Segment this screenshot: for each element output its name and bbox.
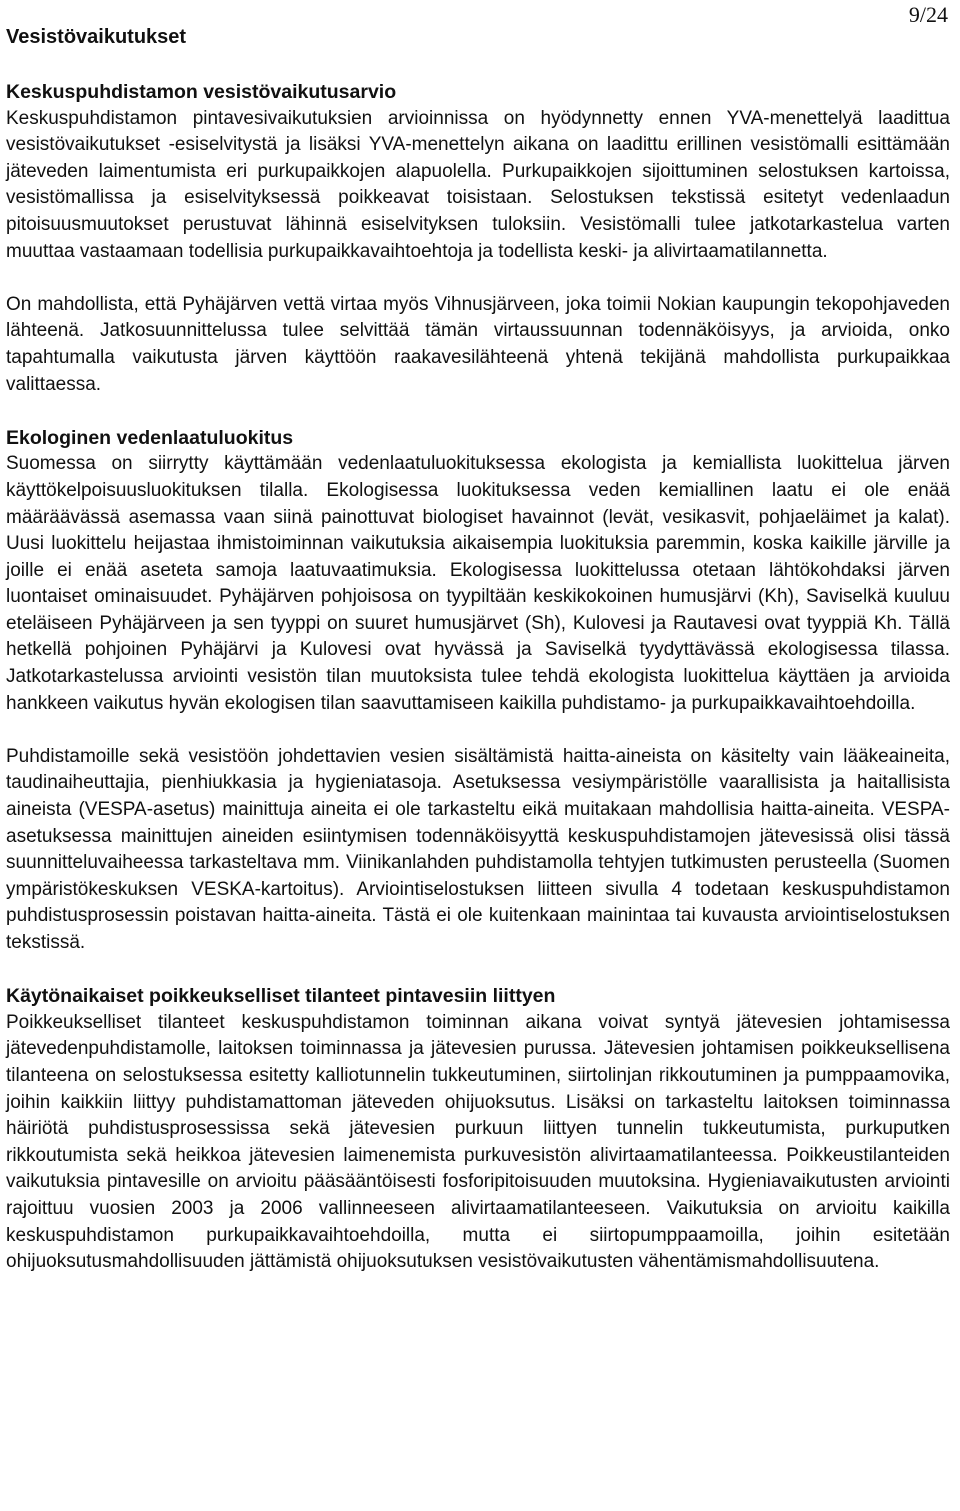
heading-poikkeukselliset-tilanteet: Käytönaikaiset poikkeukselliset tilanteet pintavesiin liittyen bbox=[6, 985, 556, 1008]
paragraph: Poikkeukselliset tilanteet keskuspuhdistamon toiminnan aikana voivat syntyä jätevesien johtamisessa jätevedenpuhdistamolle, laitoksen toiminnassa ja jätevesien purussa. Jätevesien johtamisen poikkeuksellisena tilanteena on selostuksessa esitetty kalliotunnelin tukkeutuminen, siirtolinjan rikkoutuminen ja pumppaamovika, joihin kaikkiin liittyy puhdistamattoman jäteveden ohijuoksutus. Lisäksi on tarkasteltu laitoksen toiminnassa häiriötä puhdistusprosessissa sekä jätevesien purkuun liittyen tunnelin tukkeutumista, purkuputken rikkoutumista sekä heikkoa jätevesien laimenemista purkuvesistön alivirtaamatilanteessa. Poikkeustilanteiden vaikutuksia pintavesille on arvioitu pääsääntöisesti fosforipitoisuuden muutoksina. Hygieniavaikutusten arviointi rajoittuu vuosien 2003 ja 2006 vallinneeseen alivirtaamatilanteeseen. Vaikutuksia on arvioitu kaikilla keskuspuhdistamon purkupaikkavaihtoehdoilla, mutta ei siirtopumppaamoilla, joihin esitetään ohijuoksutusmahdollisuuden jättämistä ohijuoksutuksen vesistövaikutusten vähentämismahdollisuutena. bbox=[6, 1011, 950, 1273]
paragraph: Keskuspuhdistamon pintavesivaikutuksien arvioinnissa on hyödynnetty ennen YVA-menettelyä laadittua vesistövaikutukset -esiselvitystä ja lisäksi YVA-menettelyn aikana on laadittu erillinen vesistömalli esittämään jäteveden laimentumista eri purkupaikkojen alapuolella. Purkupaikkojen sijoittuminen selostuksen kartoissa, vesistömallissa ja esiselvityksessä poikkeavat toisistaan. Selostuksen tekstissä esitetyt vedenlaadun pitoisuusmuutokset perustuvat lähinnä esiselvityksen tuloksiin. Vesistömalli tulee jatkotarkastelua varten muuttaa vastaamaan todellisia purkupaikkavaihtoehtoja ja todellista keski- ja alivirtaamatilannetta. bbox=[6, 107, 950, 262]
paragraph: Suomessa on siirrytty käyttämään vedenlaatuluokituksessa ekologista ja kemiallista luokittelua järven käyttökelpoisuusluokituksen tilalla. Ekologisessa luokituksessa veden kemiallinen laatu ei ole enää määräävässä asemassa vaan siinä painottuvat biologiset havainnot (levät, vesikasvit, pohjaeläimet ja kalat). Uusi luokittelu heijastaa ihmistoiminnan vaikutuksia aikaisempia luokituksia paremmin, koska kaikille järville ja joille ei enää aseteta samoja laatuvaatimuksia. Ekologisessa luokittelussa otetaan lähtökohdaksi järven luontaiset ominaisuudet. Pyhäjärven pohjoisosa on tyypiltään keskikokoinen humusjärvi (Kh), Saviselkä kuuluu eteläiseen Pyhäjärveen ja sen tyyppi on suuret humusjärvet (Sh), Kulovesi ja Rautavesi ovat tyyppiä Kh. Tällä hetkellä pohjoinen Pyhäjärvi ja Kulovesi ovat hyvässä ja Saviselkä tyydyttävässä ekologisessa tilassa. Jatkotarkastelussa arviointi vesistön tilan muutoksista tulee tehdä ekologista luokittelua käyttäen ja arvioida hankkeen vaikutus hyvän ekologisen tilan saavuttamiseen kaikilla puhdistamo- ja purkupaikkavaihtoehdoilla. bbox=[6, 453, 950, 714]
paragraph: Puhdistamoille sekä vesistöön johdettavien vesien sisältämistä haitta-aineista on käsitelty vain lääkeaineita, taudinaiheuttajia, pienhiukkasia ja hygieniatasoja. Asetuksessa vesiympäristölle vaarallisista ja haitallisista aineista (VESPA-asetus) mainittuja aineita ei ole tarkasteltu eikä muitakaan mahdollisia haitta-aineita. VESPA-asetuksessa mainittujen aineiden esiintymisen todennäköisyyttä keskuspuhdistamojen jätevesissä olisi tässä suunnitteluvaiheessa tarkasteltava mm. Viinikanlahden puhdistamolla tehtyjen tutkimusten perusteella (Suomen ympäristökeskuksen VESKA-kartoitus). Arviointiselostuksen liitteen sivulla 4 todetaan keskuspuhdistamon puhdistusprosessin poistavan haitta-aineita. Tästä ei ole kuitenkaan mainintaa tai kuvausta arviointiselostuksen tekstissä. bbox=[6, 745, 950, 953]
page-number: 9/24 bbox=[908, 2, 948, 27]
section-title: Vesistövaikutukset bbox=[6, 26, 187, 48]
heading-vesistovaikutusarvio: Keskuspuhdistamon vesistövaikutusarvio bbox=[6, 81, 397, 103]
heading-ekologinen-vedenlaatuluokitus: Ekologinen vedenlaatuluokitus bbox=[6, 426, 294, 449]
document-body bbox=[6, 79, 950, 1276]
paragraph: On mahdollista, että Pyhäjärven vettä virtaa myös Vihnusjärveen, joka toimii Nokian kaupungin tekopohjaveden lähteenä. Jatkosuunnittelussa tulee selvittää tämän virtaussuunnan todennäköisyys, ja arvioida, onko tapahtumalla vaikutusta järven käyttöön raakavesilähteenä yhtenä tekijänä mahdollista purkupaikkaa valittaessa. bbox=[6, 293, 950, 395]
